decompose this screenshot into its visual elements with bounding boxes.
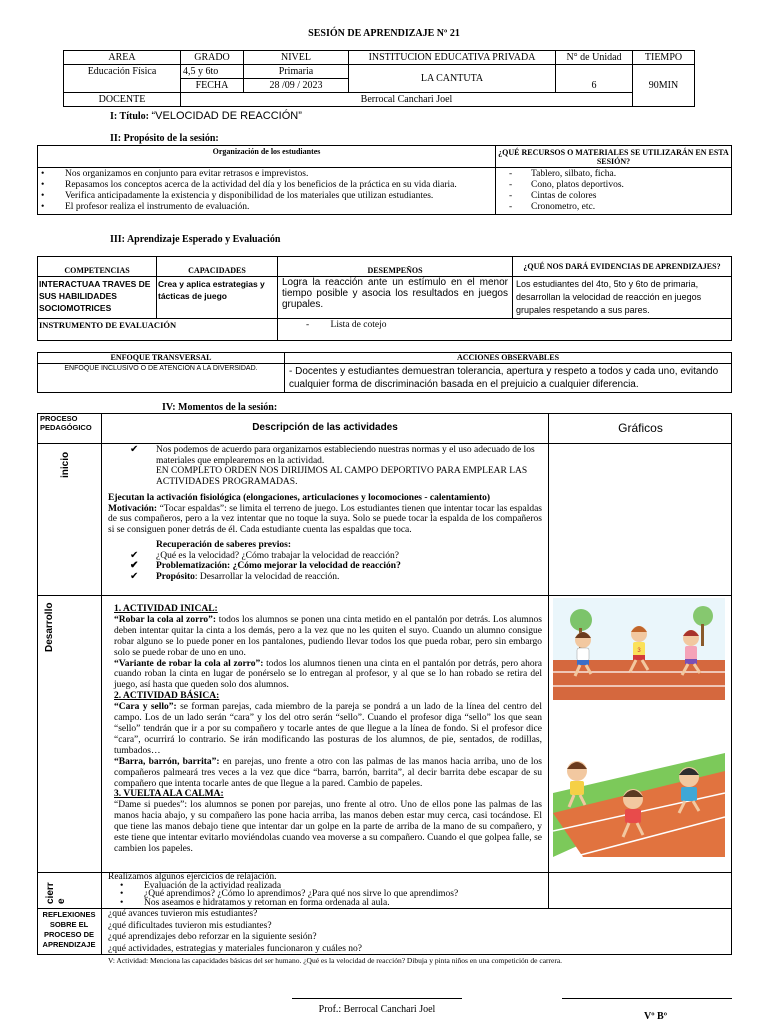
reflexiones-label: REFLEXIONES SOBRE EL PROCESO DE APRENDIZAJE — [42, 910, 96, 949]
recuperacion-title: Recuperación de saberes previos: — [156, 540, 292, 550]
cierre-item: • Evaluación de la actividad realizada — [118, 882, 542, 891]
svg-text:3: 3 — [637, 648, 641, 654]
fecha-value: 28 /09 / 2023 — [244, 79, 349, 93]
activacion-title: Ejecutan la activación fisiológica (elongaciones, articulaciones y locomociones - calentamiento) — [108, 493, 491, 503]
recursos-header: ¿QUÉ RECURSOS O MATERIALES SE UTILIZARÁN EN ESTA SESIÓN? — [496, 146, 732, 168]
titulo-label: I: Título: — [110, 111, 152, 122]
recurso-item: - Cono, platos deportivos. — [497, 180, 730, 191]
cierre-intro: Realizamos algunos ejercicios de relajación. — [108, 872, 277, 882]
capacidades-header: CAPACIDADES — [157, 257, 278, 277]
inicio-content — [108, 445, 542, 582]
reflexiones-content — [108, 909, 542, 955]
desempenos-header: DESEMPEÑOS — [278, 257, 513, 277]
act1-b-text: todos los alumnos tienen una cinta en el pantalón por detrás, pero ahora cuando roban la cinta en lugar de ponérselo se lo entregan al profesor, y al que se lo han robado se retira del juego, así hasta que queden solo dos alumnos. — [114, 658, 542, 691]
divider — [548, 413, 549, 908]
check-icon: ✔ — [130, 560, 139, 571]
inicio-label: inicio — [60, 451, 71, 478]
inicio-line2: EN COMPLETO ORDEN NOS DIRIJIMOS AL CAMPO DEPORTIVO PARA EMPLEAR LAS ACTIVIDADES PROGRAMADAS. — [156, 466, 528, 487]
area-value: Educación Física — [64, 65, 181, 93]
divider — [37, 595, 732, 596]
organizacion-item: • Nos organizamos en conjunto para evitar retrasos e imprevistos. — [39, 169, 494, 180]
proposito-text: : Desarrollar la velocidad de reacción. — [194, 571, 340, 582]
check-icon: ✔ — [130, 549, 139, 561]
recurso-item: - Cronometro, etc. — [497, 202, 730, 213]
instrumento-value: - Lista de cotejo — [278, 319, 732, 341]
recuperacion-q-text: ¿Qué es la velocidad? ¿Cómo trabajar la velocidad de reacción? — [156, 550, 399, 561]
act2-b-label: “Barra, barrón, barrita”: — [114, 756, 220, 767]
act2-a — [114, 702, 542, 757]
reflexion-item: ¿qué avances tuvieron mis estudiantes? — [108, 909, 258, 919]
nivel-value: Primaria — [244, 65, 349, 79]
signature-line — [292, 998, 462, 999]
enfoque-table — [37, 352, 732, 393]
desarrollo-label: Desarrollo — [44, 602, 55, 652]
momentos-label: IV: Momentos de la sesión: — [162, 402, 278, 413]
tiempo-value: 90MIN — [633, 65, 695, 107]
signature-line — [562, 998, 732, 999]
proposito-label-text: Propósito — [156, 571, 195, 582]
header-table — [63, 50, 695, 107]
check-icon: ✔ — [130, 570, 139, 582]
act1-b — [114, 659, 542, 692]
organizacion-list — [39, 169, 494, 213]
act1-a — [114, 615, 542, 659]
organizacion-item: • Verifica anticipadamente la existencia y disponibilidad de los materiales que utilizan estudiantes. — [39, 191, 494, 202]
reflexiones-list — [108, 909, 542, 955]
recurso-item: - Tablero, silbato, ficha. — [497, 169, 730, 180]
act3-text: “Dame si puedes”: los alumnos se ponen por parejas, uno frente al otro. Uno de ellos pone las palmas de las manos hacia abajo, y su compañero las pone hacia arriba, las manos deben estar muy cerca, casi tocándose. El que tiene las manos debajo tiene que intentar dar un golpe en la parte de arriba de la mano de su compañero, y este tiene que intentar evitarlo moviéndolas cuando vea moverse a su compañero. Cuando el que golpea falle, se cambien los papeles. — [114, 800, 542, 854]
desarrollo-content — [114, 604, 542, 855]
reflexion-item: ¿qué aprendizajes debo reforzar en la siguiente sesión? — [108, 932, 317, 942]
aprendizaje-label: III: Aprendizaje Esperado y Evaluación — [110, 234, 281, 245]
cierre-item: • ¿Qué aprendimos? ¿Cómo lo aprendimos? ¿Para qué nos sirve lo que aprendimos? — [118, 890, 542, 899]
inicio-check — [108, 445, 542, 466]
act3-title: 3. VUELTA ALA CALMA: — [114, 789, 224, 800]
organizacion-item: • Repasamos los conceptos acerca de la actividad del día y los beneficios de la práctica en su vida diaria. — [39, 180, 494, 191]
institucion-label: INSTITUCION EDUCATIVA PRIVADA — [349, 51, 556, 65]
recuperacion-question — [108, 551, 542, 562]
recursos-cell — [496, 168, 732, 215]
desempeno-value: Logra la reacción ante un estímulo en el menor tiempo posible y asocia los resultados en juegos grupales. — [278, 277, 513, 319]
check-icon: ✔ — [130, 444, 139, 455]
act2-b — [114, 757, 542, 790]
cierre-item: • Nos aseamos e hidratamos y retornan en forma ordenada al aula. — [118, 899, 542, 908]
cierre-label: cierr e — [45, 882, 67, 904]
motivacion-label: Motivación: — [108, 503, 158, 514]
recursos-list — [497, 169, 730, 213]
motivacion-paragraph — [108, 504, 542, 536]
problematizacion — [108, 561, 542, 572]
fecha-label: FECHA — [181, 79, 244, 93]
prof-signature: Prof.: Berrocal Canchari Joel — [318, 1004, 436, 1015]
problematizacion-text: Problematización: ¿Cómo mejorar la velocidad de reacción? — [156, 561, 401, 571]
act2-a-label: “Cara y sello”: — [114, 702, 177, 713]
divider — [37, 443, 732, 444]
unidad-value: 6 — [556, 65, 633, 93]
docente-value: Berrocal Canchari Joel — [181, 93, 633, 107]
capacidad-value: Crea y aplica estrategias y tácticas de juego — [157, 277, 278, 319]
evidencia-value: Los estudiantes del 4to, 5to y 6to de primaria, desarrollan la velocidad de reacción en juegos grupales respetando a sus pares. — [513, 277, 732, 319]
act2-a-text: se forman parejas, cada miembro de la pareja se pondrá a un lado de la línea del centro del campo. Los de un lado serán “cara” y los del otro serán “sello”. Cuando el profesor diga “sello” los que sean “sello” tendrán que ir a por su compañero y tocarle antes de que llegue a la línea de fondo. Si el profesor dice “cara”, ocurrirá lo contrario. Se irán modificando las posturas de los alumnos, de pie, sentados, de rodillas, tumbados… — [114, 702, 542, 756]
instrumento-label: INSTRUMENTO DE EVALUACIÓN — [38, 319, 278, 341]
cierre-list — [108, 882, 542, 908]
act2-title: 2. ACTIVIDAD BÁSICA: — [114, 691, 220, 702]
grado-label: GRADO — [181, 51, 244, 65]
evidencias-header: ¿QUÉ NOS DARÁ EVIDENCIAS DE APRENDIZAJES? — [513, 257, 732, 277]
institucion-value: LA CANTUTA — [349, 65, 556, 93]
titulo-line — [110, 110, 302, 122]
acciones-header: ACCIONES OBSERVABLES — [285, 353, 732, 364]
competencias-header: COMPETENCIAS — [38, 257, 157, 277]
organizacion-cell — [38, 168, 496, 215]
unidad-label: N° de Unidad — [556, 51, 633, 65]
organizacion-header: Organización de los estudiantes — [38, 146, 496, 168]
docente-label: DOCENTE — [64, 93, 181, 107]
tree-trunk — [701, 624, 704, 646]
acciones-value: - Docentes y estudiantes demuestran tolerancia, apertura y respeto a todos y cada uno, evitando cualquier forma de discriminación basada en el prejuicio a cualquier diferencia. — [285, 364, 732, 393]
recurso-item: - Cintas de colores — [497, 191, 730, 202]
tree — [570, 609, 592, 631]
organizacion-item: • El profesor realiza el instrumento de evaluación. — [39, 202, 494, 213]
act1-b-label: “Variante de robar la cola al zorro”: — [114, 658, 264, 669]
proposito-line — [108, 572, 542, 583]
motivacion-text: “Tocar espaldas”: se limita el terreno de juego. Los estudiantes tienen que intentar tocar las espaldas de sus compañeros, pero a la vez intentar que no toque la suya. Solo se puede tocar la espalda de los compañeros si se consiguen poner detrás de él. Cada estudiante cuenta las espaldas que toca. — [108, 503, 542, 535]
area-label: AREA — [64, 51, 181, 65]
cierre-content — [108, 873, 542, 907]
descripcion-header: Descripción de las actividades — [252, 422, 398, 433]
proposito-label: II: Propósito de la sesión: — [110, 133, 219, 144]
inicio-check-text: Nos podemos de acuerdo para organizarnos estableciendo nuestras normas y el uso adecuado de los materiales que emplearemos en la actividad. — [156, 445, 535, 466]
page-title: SESIÓN DE APRENDIZAJE Nº 21 — [308, 28, 460, 39]
tree — [693, 606, 713, 626]
instrumento-text: Lista de cotejo — [330, 320, 387, 330]
nivel-label: NIVEL — [244, 51, 349, 65]
reflexion-item: ¿qué actividades, estrategias y materiales funcionaron y cuáles no? — [108, 943, 363, 954]
vb-signature: Vº Bº — [644, 1011, 667, 1022]
act2-b-text: en parejas, uno frente a otro con las palmas de las manos hacia arriba, uno de los compañeros palmeará tres veces a la vez que dice “barra, barrón, barrita”, al decir barrita debe escapar de su compañero que intenta tocarle antes de que llegue a la pared. Cambio de papeles. — [114, 756, 542, 789]
enfoque-header: ENFOQUE TRANSVERSAL — [38, 353, 285, 364]
aprendizaje-table — [37, 256, 732, 341]
competencia-value: INTERACTUAA TRAVES DE SUS HABILIDADES SOCIOMOTRICES — [38, 277, 157, 319]
race-children-illustration — [553, 753, 725, 857]
reflexion-item: ¿qué dificultades tuvieron mis estudiantes? — [108, 920, 272, 931]
graficos-header: Gráficos — [618, 421, 663, 435]
act1-title: 1. ACTIVIDAD INICAL: — [114, 604, 218, 614]
grado-value: 4,5 y 6to — [181, 65, 244, 79]
tiempo-label: TIEMPO — [633, 51, 695, 65]
proceso-header: PROCESO PEDAGÓGICO — [40, 414, 92, 432]
act1-a-text: todos los alumnos se ponen una cinta metido en el pantalón por detrás. Los alumnos deben intentar quitar la cinta a los demás, pero a la vez que no les quiten el suyo. Cuando un alumno consigue robar alguno se lo puede poner en los pantalones, pudiendo llevar todos los que pueda robar, pero sin embargo solo se puede robar de uno en uno. — [114, 614, 543, 658]
footnote: V: Actividad: Menciona las capacidades básicas del ser humano. ¿Qué es la velocidad de reacción? Dibuja y pinta niños en una competición de carrera. — [108, 956, 563, 965]
running-children-illustration — [553, 598, 725, 700]
enfoque-value: ENFOQUE INCLUSIVO O DE ATENCIÓN A LA DIVERSIDAD. — [38, 364, 285, 393]
proposito-table — [37, 145, 732, 215]
act1-a-label: “Robar la cola al zorro”: — [114, 614, 217, 625]
titulo-value: “VELOCIDAD DE REACCIÓN” — [151, 110, 302, 122]
divider — [101, 413, 102, 955]
